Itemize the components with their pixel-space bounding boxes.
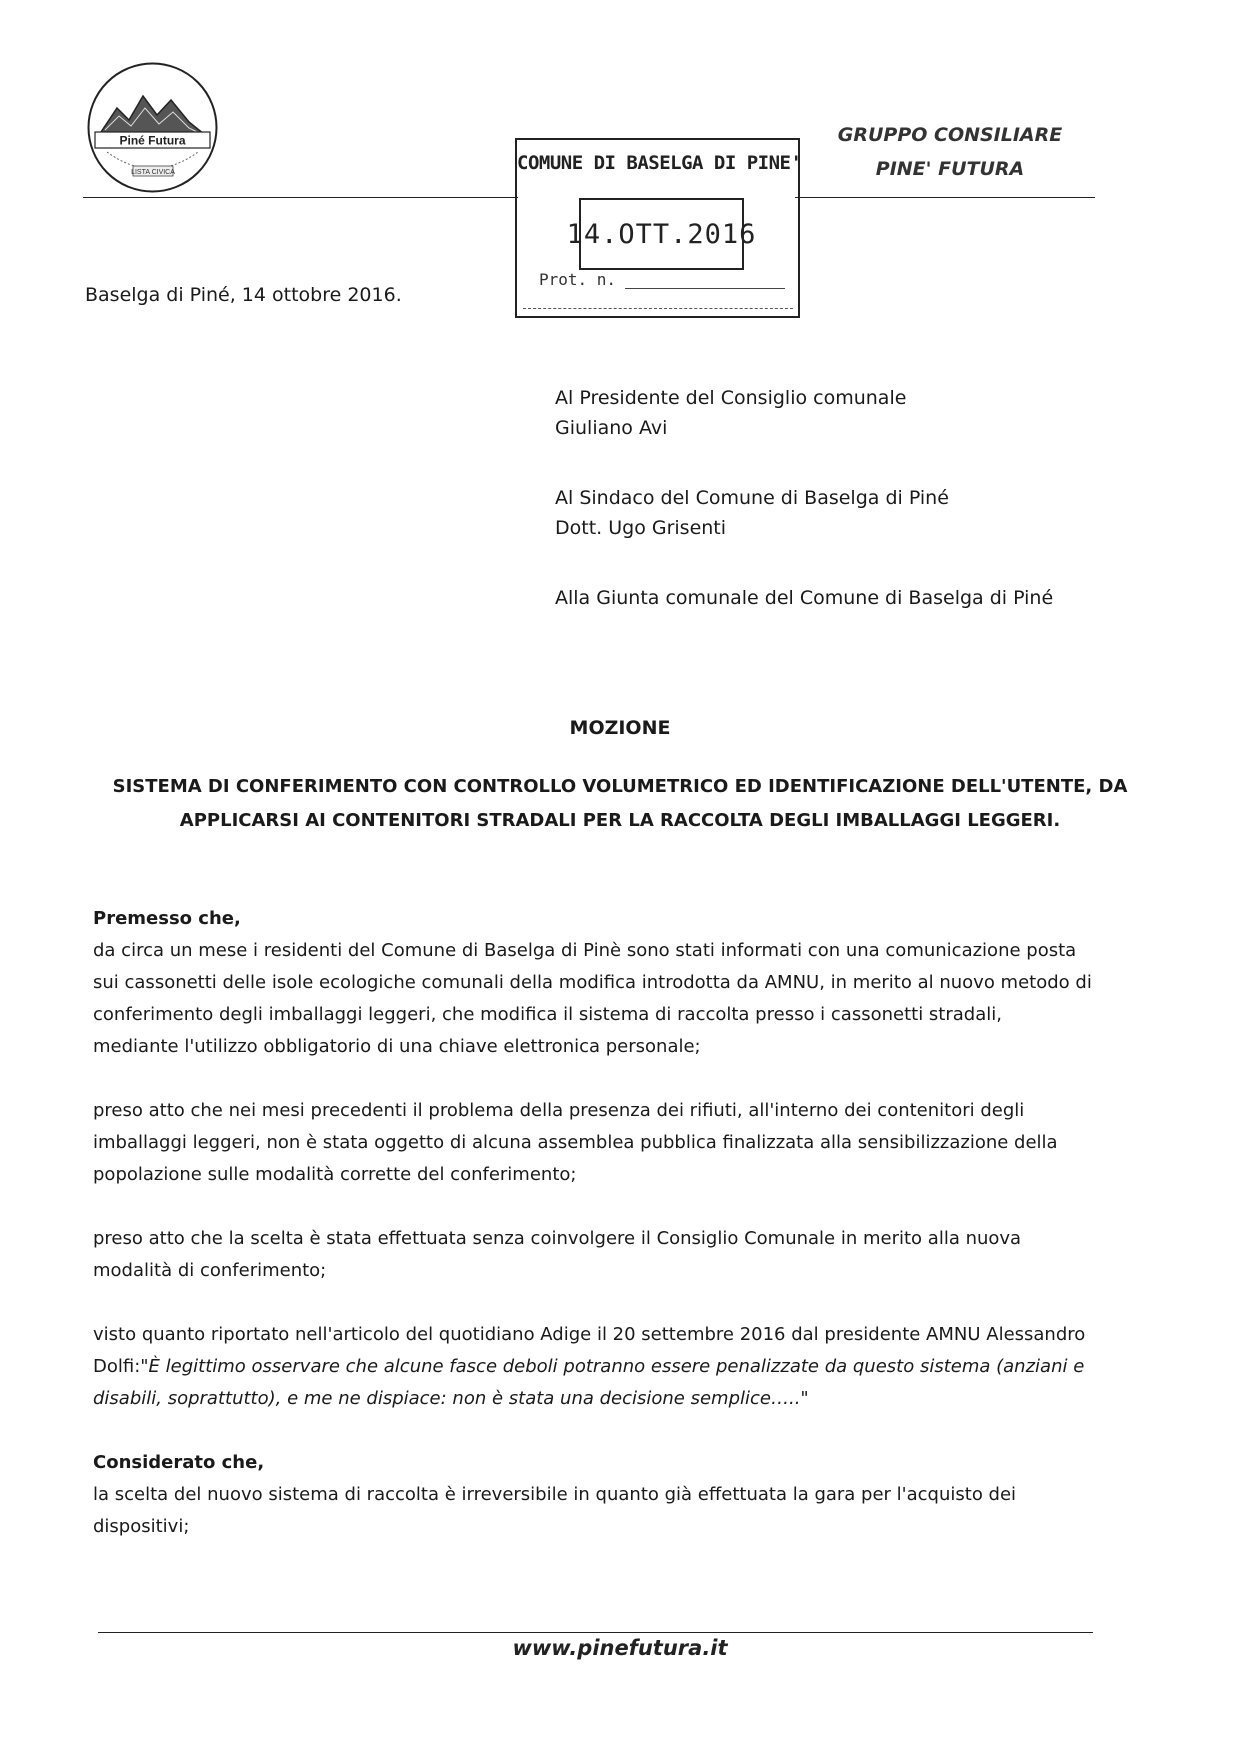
logo-subtitle: LISTA CIVICA	[131, 169, 175, 176]
document-subject	[85, 770, 1155, 838]
document-title: MOZIONE	[569, 717, 671, 739]
logo-name: Piné Futura	[119, 133, 186, 148]
stamp-bottom-line	[523, 308, 793, 309]
addressees	[555, 383, 1053, 613]
addressee-2-line2: Dott. Ugo Grisenti	[555, 517, 727, 539]
header-rule-right	[795, 197, 1095, 198]
paragraph-4-quote: "È legittimo osservare che alcune fasce deboli potranno essere penalizzate da questo sistema (anziani e disabili, soprattutto), e me ne dispiace: non è stata una decisione semplice….."	[93, 1356, 1085, 1409]
addressee-1-line1: Al Presidente del Consiglio comunale	[555, 387, 907, 409]
paragraph-4	[93, 1319, 1093, 1415]
subject-line1: SISTEMA DI CONFERIMENTO CON CONTROLLO VOLUMETRICO ED IDENTIFICAZIONE DELL'UTENTE, DA	[112, 776, 1128, 797]
header-rule-left	[83, 197, 518, 198]
stamp-date-box	[566, 198, 757, 270]
document-body	[93, 903, 1093, 1543]
addressee-1-line2: Giuliano Avi	[555, 417, 668, 439]
group-header-line1: GRUPPO CONSILIARE	[837, 124, 1063, 146]
stamp-prot-line	[625, 288, 785, 289]
paragraph-2: preso atto che nei mesi precedenti il problema della presenza dei rifiuti, all'interno dei contenitori degli imballaggi leggeri, non è stata oggetto di alcuna assemblea pubblica finalizzata alla sensibilizzazione della popolazione sulle modalità corrette del conferimento;	[93, 1100, 1058, 1185]
stamp-commune: COMUNE DI BASELGA DI PINE'	[517, 152, 802, 174]
paragraph-4-text: visto quanto riportato nell'articolo del quotidiano Adige il 20 settembre 2016 dal presidente AMNU Alessandro Dolfi:	[93, 1324, 1086, 1377]
subject-line2: APPLICARSI AI CONTENITORI STRADALI PER LA RACCOLTA DEGLI IMBALLAGGI LEGGERI.	[179, 810, 1061, 831]
pine-futura-logo	[85, 60, 220, 195]
considerato-heading: Considerato che,	[93, 1452, 265, 1473]
paragraph-5: la scelta del nuovo sistema di raccolta è irreversibile in quanto già effettuata la gara per l'acquisto dei dispositivi;	[93, 1484, 1017, 1537]
group-header	[800, 118, 1100, 186]
group-header-line2: PINE' FUTURA	[875, 158, 1025, 180]
addressee-3-line1: Alla Giunta comunale del Comune di Baselga di Piné	[555, 587, 1054, 609]
paragraph-3: preso atto che la scelta è stata effettuata senza coinvolgere il Consiglio Comunale in merito alla nuova modalità di conferimento;	[93, 1228, 1022, 1281]
paragraph-1: da circa un mese i residenti del Comune di Baselga di Pinè sono stati informati con una comunicazione posta sui cassonetti delle isole ecologiche comunali della modifica introdotta da AMNU, in merito al nuovo metodo di conferimento degli imballaggi leggeri, che modifica il sistema di raccolta presso i cassonetti stradali, mediante l'utilizzo obbligatorio di una chiave elettronica personale;	[93, 940, 1092, 1057]
premesso-heading: Premesso che,	[93, 908, 241, 929]
addressee-2-line1: Al Sindaco del Comune di Baselga di Piné	[555, 487, 949, 509]
stamp-date: 14.OTT.2016	[566, 218, 757, 250]
place-date: Baselga di Piné, 14 ottobre 2016.	[85, 284, 402, 306]
stamp-prot-label: Prot. n.	[539, 270, 617, 289]
protocol-stamp	[515, 138, 800, 318]
footer-website[interactable]: www.pinefutura.it	[512, 1636, 728, 1660]
